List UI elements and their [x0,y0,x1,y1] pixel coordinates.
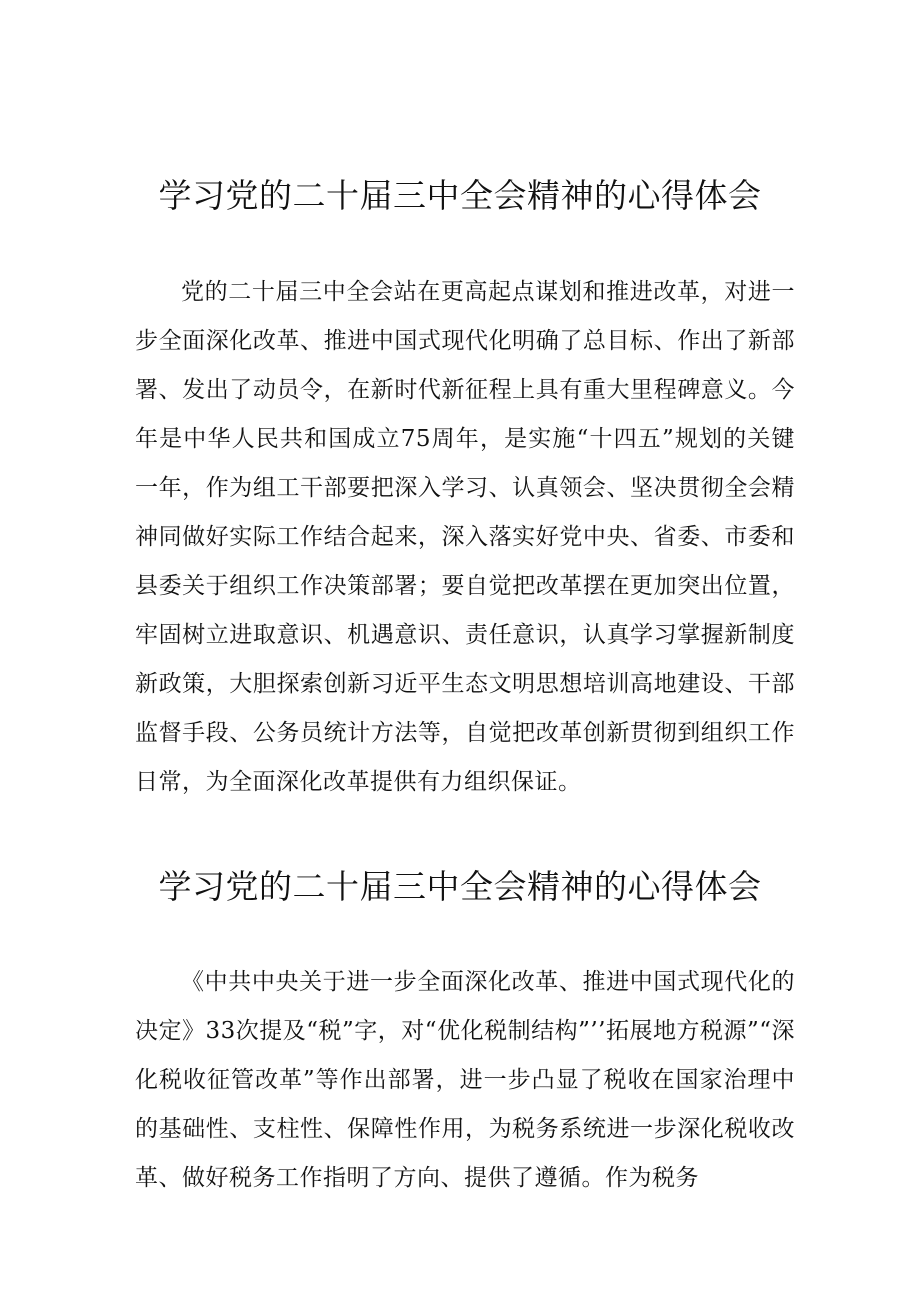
section-2-paragraph: 《中共中央关于进一步全面深化改革、推进中国式现代化的决定》33次提及“税”字，对“优化税制结构”’’拓展地方税源”“深化税收征管改革”等作出部署，进一步凸显了税收在国家治理中的基础性、支柱性、保障性作用，为税务系统进一步深化税收改革、做好税务工作指明了方向、提供了遵循。作为税务 [135,969,795,1191]
section-2-title: 学习党的二十届三中全会精神的心得体会 [158,867,762,906]
section-1-title: 学习党的二十届三中全会精神的心得体会 [158,176,762,215]
section-1-paragraph: 党的二十届三中全会站在更高起点谋划和推进改革，对进一步全面深化改革、推进中国式现代化明确了总目标、作出了新部署、发出了动员令，在新时代新征程上具有重大里程碑意义。今年是中华人民共和国成立75周年，是实施“十四五”规划的关键一年，作为组工干部要把深入学习、认真领会、坚决贯彻全会精神同做好实际工作结合起来，深入落实好党中央、省委、市委和县委关于组织工作决策部署；要自觉把改革摆在更加突出位置，牢固树立进取意识、机遇意识、责任意识，认真学习掌握新制度新政策，大胆探索创新习近平生态文明思想培训高地建设、干部监督手段、公务员统计方法等，自觉把改革创新贯彻到组织工作日常，为全面深化改革提供有力组织保证。 [135,279,795,795]
